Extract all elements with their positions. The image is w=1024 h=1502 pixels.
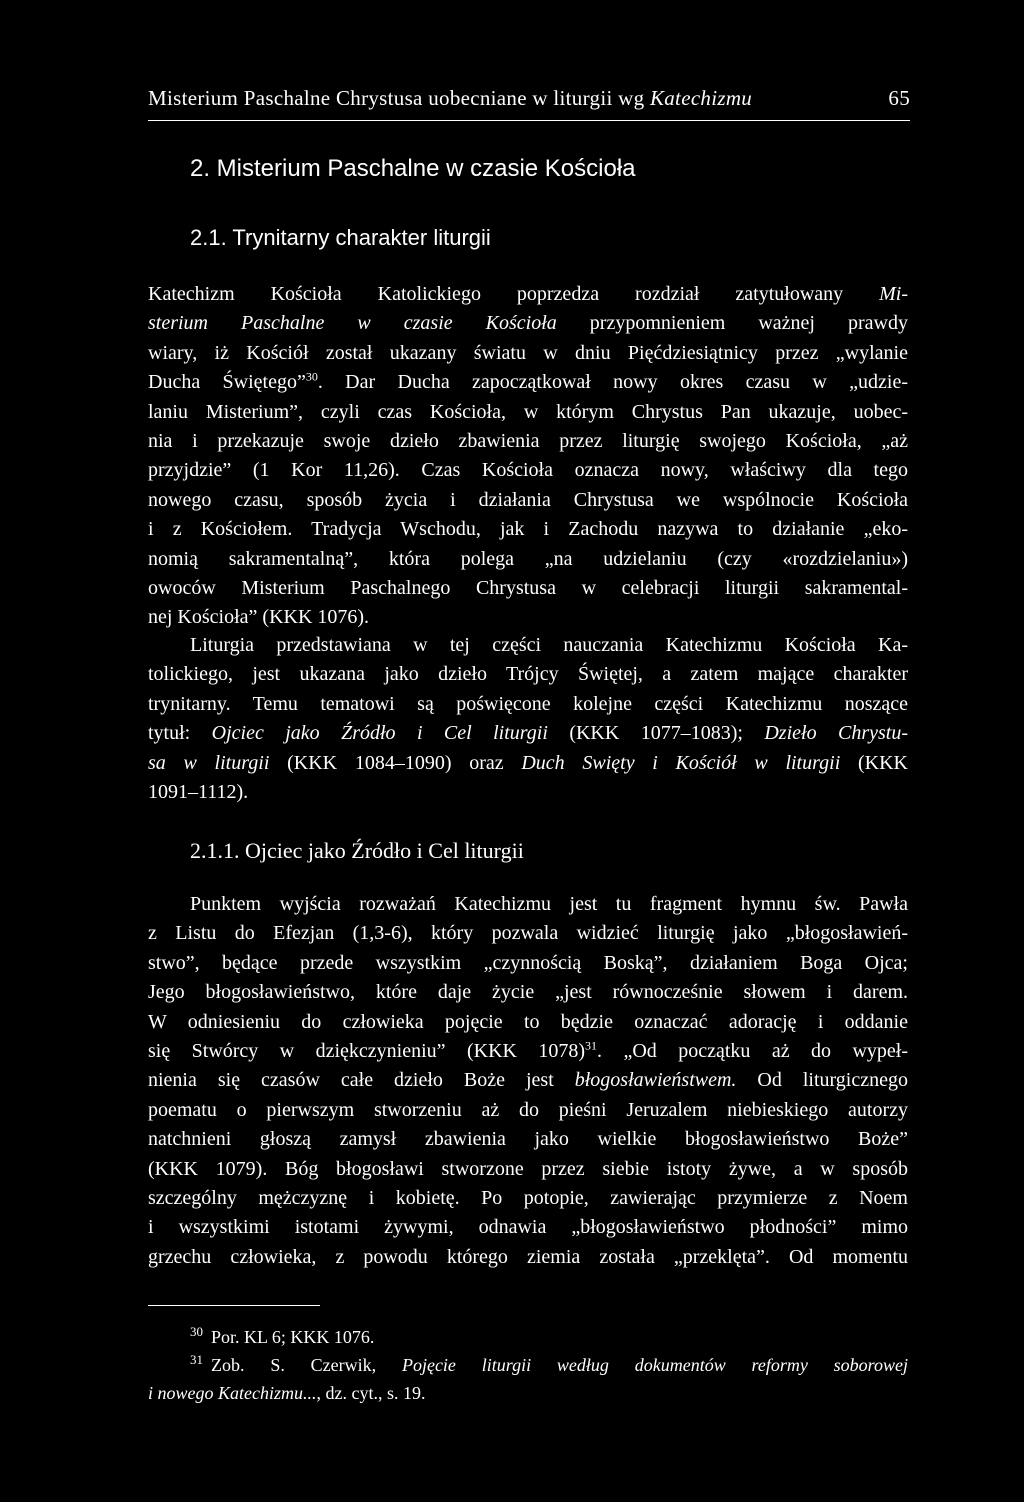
text-line: nowego czasu, sposób życia i działania Chrystusa we wspólnocie Kościoła [148, 488, 908, 511]
text-line: natchnieni głoszą zamysł zbawienia jako wielkie błogosławieństwo Boże” [148, 1128, 908, 1151]
italic-run: i nowego Katechizmu... [148, 1383, 317, 1403]
text-run: Od liturgicznego [736, 1069, 908, 1092]
paragraph-2 [148, 631, 908, 807]
footnote-30 [148, 1323, 908, 1351]
text-run: . Dar Ducha zapoczątkował nowy okres czasu w „udzie- [317, 371, 908, 394]
text-run: (KKK 1077–1083); [547, 722, 765, 745]
text-run: Katechizm Kościoła Katolickiego poprzedza rozdział zatytułowany [148, 283, 880, 305]
text-line [148, 1066, 908, 1095]
text-line: i z Kościołem. Tradycja Wschodu, jak i Zachodu nazywa to działanie „eko- [148, 518, 908, 541]
running-header [148, 86, 910, 120]
text-line: i wszystkimi istotami żywymi, odnawia „błogosławieństwo płodności” mimo [148, 1216, 908, 1239]
footnote-text: Por. KL 6; KKK 1076. [211, 1327, 375, 1347]
text-line: stwo”, będące przede wszystkim „czynnością Boską”, działaniem Boga Ojca; [148, 951, 908, 974]
page-number: 65 [888, 86, 910, 110]
text-run: . „Od początku aż do wypeł- [597, 1039, 908, 1062]
text-line: przyjdzie” (1 Kor 11,26). Czas Kościoła oznacza nowy, właściwy dla tego [148, 459, 908, 482]
text-line [148, 368, 908, 397]
footnote-text: Zob. S. Czerwik, [211, 1355, 402, 1375]
footnote-31 [148, 1351, 908, 1407]
text-line: poematu o pierwszym stworzeniu aż do pieśni Jeruzalem niebieskiego autorzy [148, 1098, 908, 1121]
header-divider [148, 120, 910, 121]
text-line: nia i przekazuje swoje dzieło zbawienia przez liturgię swojego Kościoła, „aż [148, 429, 908, 452]
paragraph-3 [148, 890, 908, 1272]
text-line: tolickiego, jest ukazana jako dzieło Trójcy Świętej, a zatem mające charakter [148, 663, 908, 686]
text-line: Jego błogosławieństwo, które daje życie „jest równocześnie słowem i darem. [148, 981, 908, 1004]
section-heading: 2. Misterium Paschalne w czasie Kościoła [190, 155, 636, 182]
footnote-text: , dz. cyt., s. 19. [316, 1383, 426, 1403]
text-line: z Listu do Efezjan (1,3-6), który pozwala widzieć liturgię jako „błogosławień- [148, 922, 908, 945]
text-run: Punktem wyjścia rozważań Katechizmu jest tu fragment hymnu św. Pawła [190, 893, 908, 915]
italic-run: Dzieło Chrystu- [764, 722, 908, 745]
text-line [148, 749, 908, 778]
footnote-ref[interactable]: 31 [585, 1038, 598, 1053]
text-line [148, 309, 908, 338]
italic-run: Ojciec jako Źródło i Cel liturgii [211, 722, 548, 745]
italic-run: sterium Paschalne w czasie Kościoła [148, 312, 557, 335]
text-line: laniu Misterium”, czyli czas Kościoła, w którym Chrystus Pan ukazuje, uobec- [148, 400, 908, 423]
italic-run: Pojęcie liturgii według dokumentów reformy soborowej [401, 1355, 908, 1375]
text-line: wiary, iż Kościół został ukazany światu w dniu Pięćdziesiątnicy przez „wylanie [148, 341, 908, 364]
text-run: Liturgia przedstawiana w tej części nauczania Katechizmu Kościoła Ka- [190, 634, 908, 656]
running-title-plain: Misterium Paschalne Chrystusa uobecniane w liturgii wg [148, 86, 650, 110]
text-run: się Stwórcy w dziękczynieniu” (KKK 1078) [148, 1039, 586, 1062]
text-line [148, 1351, 908, 1379]
text-run: (KKK 1084–1090) oraz [269, 751, 522, 774]
text-run: (KKK [840, 751, 908, 774]
text-line: trynitarny. Temu tematowi są poświęcone kolejne części Katechizmu noszące [148, 692, 908, 715]
text-line [148, 890, 908, 919]
text-line: nomią sakramentalną”, która polega „na udzielaniu (czy «rozdzielaniu») [148, 547, 908, 570]
italic-run: Duch Swięty i Kościół w liturgii [521, 751, 841, 774]
running-title-italic: Katechizmu [649, 86, 753, 110]
footnote-ref[interactable]: 30 [305, 369, 318, 384]
text-line: owoców Misterium Paschalnego Chrystusa w celebracji liturgii sakramental- [148, 576, 908, 599]
text-run: przypomnieniem ważnej prawdy [556, 312, 908, 335]
footnote-divider [148, 1305, 320, 1306]
text-run: nienia się czasów całe dzieło Boże jest [148, 1069, 575, 1092]
italic-run: błogosławieństwem. [574, 1069, 737, 1092]
paragraph-1 [148, 280, 908, 633]
text-line [148, 1323, 908, 1351]
text-run: Ducha Świętego” [148, 371, 306, 394]
text-line [148, 631, 908, 660]
subsubsection-heading: 2.1.1. Ojciec jako Źródło i Cel liturgii [190, 838, 524, 863]
text-line: 1091–1112). [148, 780, 249, 803]
subsection-heading: 2.1. Trynitarny charakter liturgii [190, 225, 491, 250]
text-line: grzechu człowieka, z powodu którego ziemia została „przeklęta”. Od momentu [148, 1245, 908, 1268]
text-line: nej Kościoła” (KKK 1076). [148, 606, 370, 629]
running-title [148, 86, 752, 111]
text-line: szczególny mężczyznę i kobietę. Po potopie, zawierając przymierze z Noem [148, 1186, 908, 1209]
text-line [148, 280, 908, 309]
text-line [148, 1379, 908, 1407]
italic-run: Mi- [879, 283, 908, 305]
text-line: W odniesieniu do człowieka pojęcie to będzie oznaczać adorację i oddanie [148, 1010, 908, 1033]
footnote-number: 30 [190, 1324, 203, 1339]
text-line: (KKK 1079). Bóg błogosławi stworzone przez siebie istoty żywe, a w sposób [148, 1157, 908, 1180]
text-line [148, 719, 908, 748]
footnote-number: 31 [190, 1352, 203, 1367]
text-line [148, 1037, 908, 1066]
italic-run: sa w liturgii [148, 751, 270, 774]
text-run: tytuł: [148, 722, 212, 745]
